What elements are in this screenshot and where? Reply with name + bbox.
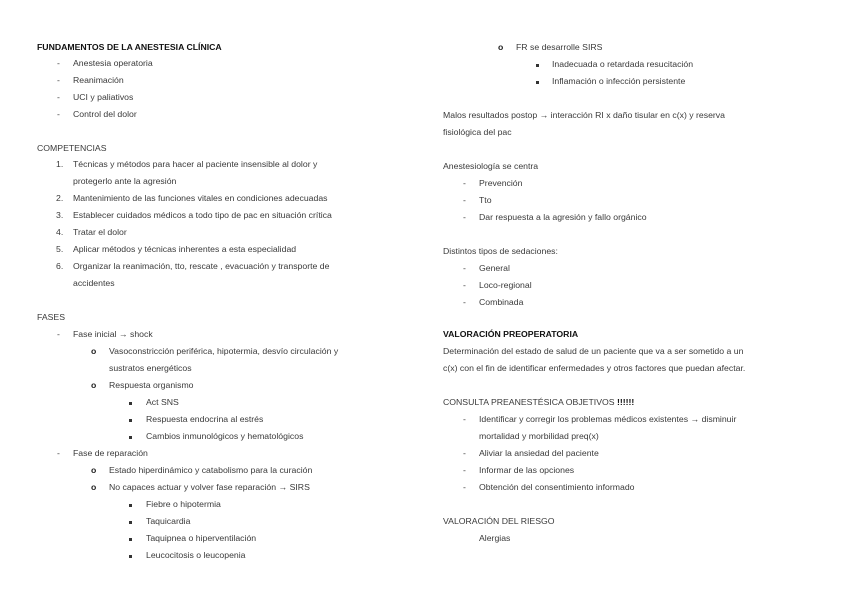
list-item: Identificar y corregir los problemas médicos existentes → disminuir [479, 414, 737, 424]
section-title-valoracion: VALORACIÓN PREOPERATORIA [443, 329, 579, 339]
malos-resultados-line1: Malos resultados postop → interacción RI x daño tisular en c(x) y reserva [443, 110, 725, 120]
list-item: Obtención del consentimiento informado [479, 482, 635, 492]
list-item: Aplicar métodos y técnicas inherentes a esta especialidad [73, 244, 297, 254]
list-item: Cambios inmunológicos y hematológicos [146, 431, 304, 441]
list-item: Dar respuesta a la agresión y fallo orgánico [479, 212, 647, 222]
list-item: Taquipnea o hiperventilación [146, 533, 257, 543]
alergias-item: Alergias [479, 533, 511, 543]
list-item: Vasoconstricción periférica, hipotermia, desvío circulación y [109, 346, 339, 356]
list-item: Taquicardia [146, 516, 191, 526]
anestesiologia-heading: Anestesiología se centra [443, 161, 539, 171]
list-item: Respuesta organismo [109, 380, 194, 390]
list-item: Fase de reparación [73, 448, 148, 458]
list-item: Informar de las opciones [479, 465, 575, 475]
list-item: Inflamación o infección persistente [552, 76, 686, 86]
list-item: Técnicas y métodos para hacer al paciente insensible al dolor y [73, 159, 318, 169]
list-item: UCI y paliativos [73, 92, 134, 102]
list-item: General [479, 263, 510, 273]
list-item: Respuesta endocrina al estrés [146, 414, 264, 424]
list-item: Combinada [479, 297, 524, 307]
list-item: Leucocitosis o leucopenia [146, 550, 246, 560]
riesgo-heading: VALORACIÓN DEL RIESGO [443, 516, 555, 526]
valoracion-text-line1: Determinación del estado de salud de un paciente que va a ser sometido a un [443, 346, 744, 356]
list-item: Control del dolor [73, 109, 137, 119]
competencias-heading: COMPETENCIAS [37, 143, 107, 153]
list-item: Mantenimiento de las funciones vitales en condiciones adecuadas [73, 193, 328, 203]
list-item: Reanimación [73, 75, 124, 85]
list-item: Fiebre o hipotermia [146, 499, 221, 509]
list-item: Aliviar la ansiedad del paciente [479, 448, 599, 458]
list-item: FR se desarrolle SIRS [516, 42, 603, 52]
list-item: Tto [479, 195, 492, 205]
consulta-heading: CONSULTA PREANESTÉSICA OBJETIVOS !!!!!! [443, 397, 635, 407]
list-item: Anestesia operatoria [73, 58, 153, 68]
list-item: Organizar la reanimación, tto, rescate , evacuación y transporte de [73, 261, 330, 271]
list-item: Inadecuada o retardada resucitación [552, 59, 694, 69]
list-item: Act SNS [146, 397, 179, 407]
fases-heading: FASES [37, 312, 66, 322]
list-item: No capaces actuar y volver fase reparación → SIRS [109, 482, 310, 492]
section-title-fundamentos: FUNDAMENTOS DE LA ANESTESIA CLÍNICA [37, 42, 222, 52]
list-item: Fase inicial → shock [73, 329, 153, 339]
list-item: Tratar el dolor [73, 227, 127, 237]
malos-resultados-line2: fisiológica del pac [443, 127, 512, 137]
list-item: Prevención [479, 178, 523, 188]
list-item: Establecer cuidados médicos a todo tipo de pac en situación crítica [73, 210, 332, 220]
valoracion-text-line2: c(x) con el fin de identificar enfermedades y otros factores que puedan afectar. [443, 363, 746, 373]
list-item: Loco-regional [479, 280, 532, 290]
sedaciones-heading: Distintos tipos de sedaciones: [443, 246, 558, 256]
list-item: Estado hiperdinámico y catabolismo para la curación [109, 465, 313, 475]
